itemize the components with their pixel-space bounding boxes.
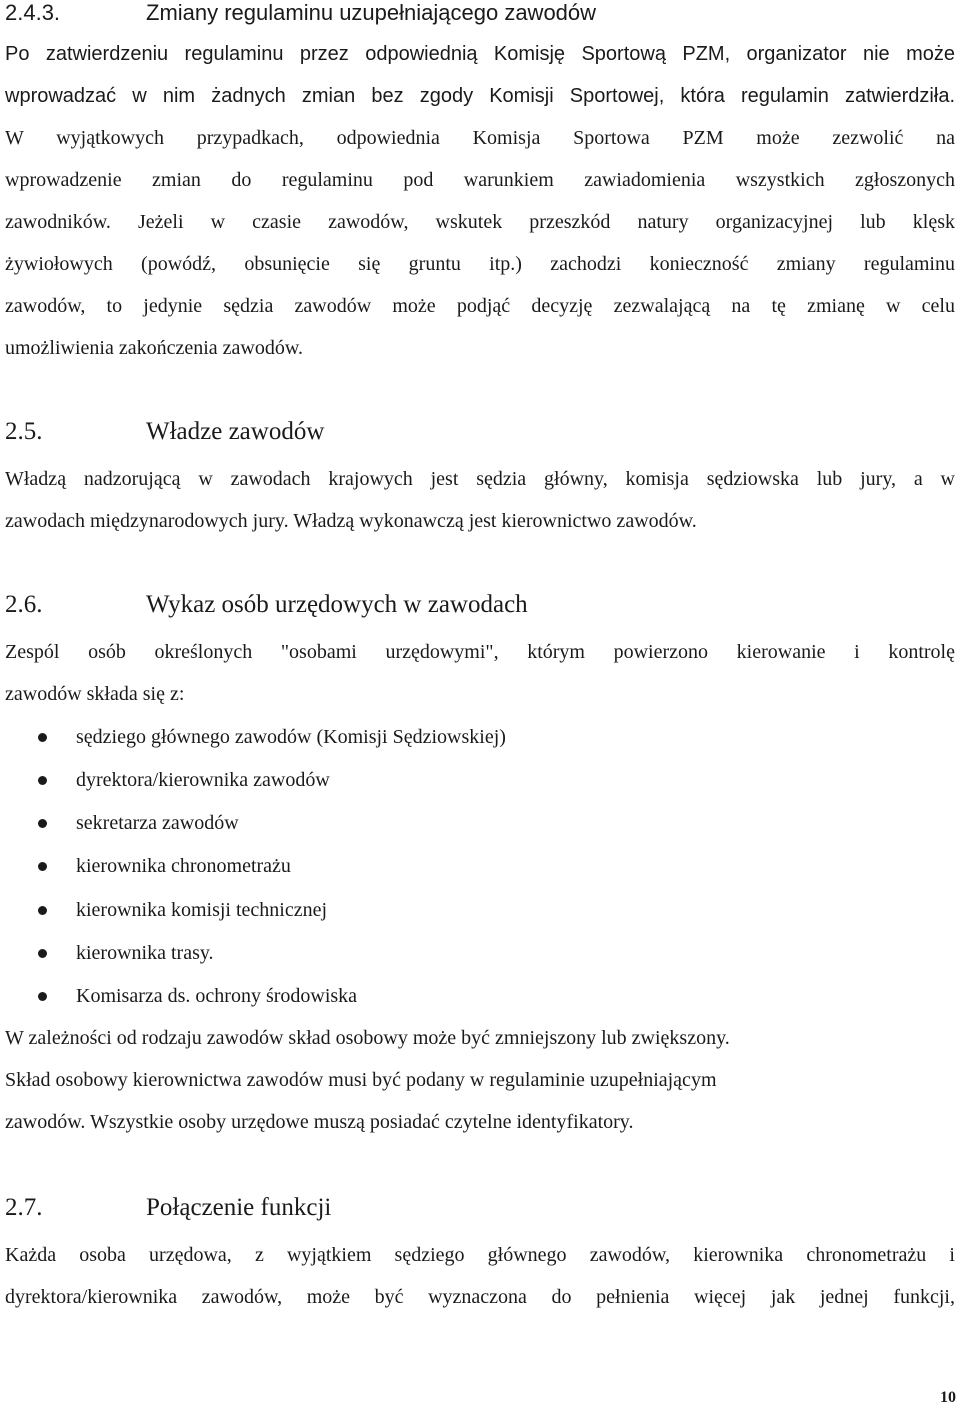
bullet-icon [38, 819, 47, 828]
section-title-2-7: Połączenie funkcji [146, 1194, 332, 1221]
section-title-2-6: Wykaz osób urzędowych w zawodach [146, 591, 528, 618]
paragraph-line: zawodów. Wszystkie osoby urzędowe muszą posiadać czytelne identyfikatory. [5, 1111, 634, 1133]
list-item: sekretarza zawodów [76, 812, 239, 834]
paragraph-line: zawodach międzynarodowych jury. Władzą wykonawczą jest kierownictwo zawodów. [5, 510, 697, 532]
paragraph-line: zawodników. Jeżeli w czasie zawodów, wskutek przeszkód natury organizacyjnej lub klęsk [5, 211, 955, 233]
list-item: dyrektora/kierownika zawodów [76, 769, 330, 791]
paragraph-line: Zespól osób określonych "osobami urzędowymi", którym powierzono kierowanie i kontrolę [5, 641, 955, 663]
bullet-icon [38, 733, 47, 742]
paragraph-line: Po zatwierdzeniu regulaminu przez odpowiednią Komisję Sportową PZM, organizator nie może [5, 43, 955, 65]
paragraph-line: Skład osobowy kierownictwa zawodów musi być podany w regulaminie uzupełniającym [5, 1069, 717, 1091]
bullet-icon [38, 906, 47, 915]
section-title-2-5: Władze zawodów [146, 418, 325, 445]
list-item: kierownika trasy. [76, 942, 214, 964]
list-item: kierownika komisji technicznej [76, 899, 328, 921]
bullet-icon [38, 862, 47, 871]
paragraph-line: wprowadzenie zmian do regulaminu pod warunkiem zawiadomienia wszystkich zgłoszonych [5, 169, 955, 191]
paragraph-line: W wyjątkowych przypadkach, odpowiednia Komisja Sportowa PZM może zezwolić na [5, 127, 955, 149]
paragraph-line: umożliwienia zakończenia zawodów. [5, 337, 304, 359]
section-title-2-4-3: Zmiany regulaminu uzupełniającego zawodów [146, 0, 597, 25]
bullet-icon [38, 776, 47, 785]
section-number-2-5: 2.5. [5, 418, 43, 445]
list-item: Komisarza ds. ochrony środowiska [76, 985, 358, 1007]
page-number: 10 [940, 1389, 956, 1406]
bullet-icon [38, 949, 47, 958]
list-item: kierownika chronometrażu [76, 855, 291, 877]
paragraph-line: Władzą nadzorującą w zawodach krajowych jest sędzia główny, komisja sędziowska lub jury, a w [5, 468, 955, 490]
paragraph-line: żywiołowych (powódź, obsunięcie się gruntu itp.) zachodzi konieczność zmiany regulaminu [5, 253, 955, 275]
section-number-2-4-3: 2.4.3. [5, 0, 61, 25]
paragraph-line: dyrektora/kierownika zawodów, może być wyznaczona do pełnienia więcej jak jednej funkcji, [5, 1286, 955, 1308]
section-number-2-6: 2.6. [5, 591, 43, 618]
paragraph-line: zawodów, to jedynie sędzia zawodów może podjąć decyzję zezwalającą na tę zmianę w celu [5, 295, 955, 317]
paragraph-line: wprowadzać w nim żadnych zmian bez zgody Komisji Sportowej, która regulamin zatwierdziła. [5, 85, 955, 107]
paragraph-line: W zależności od rodzaju zawodów skład osobowy może być zmniejszony lub zwiększony. [5, 1027, 730, 1049]
paragraph-line: zawodów składa się z: [5, 683, 185, 705]
section-number-2-7: 2.7. [5, 1194, 43, 1221]
bullet-icon [38, 992, 47, 1001]
list-item: sędziego głównego zawodów (Komisji Sędziowskiej) [76, 726, 506, 748]
paragraph-line: Każda osoba urzędowa, z wyjątkiem sędziego głównego zawodów, kierownika chronometrażu i [5, 1244, 955, 1266]
